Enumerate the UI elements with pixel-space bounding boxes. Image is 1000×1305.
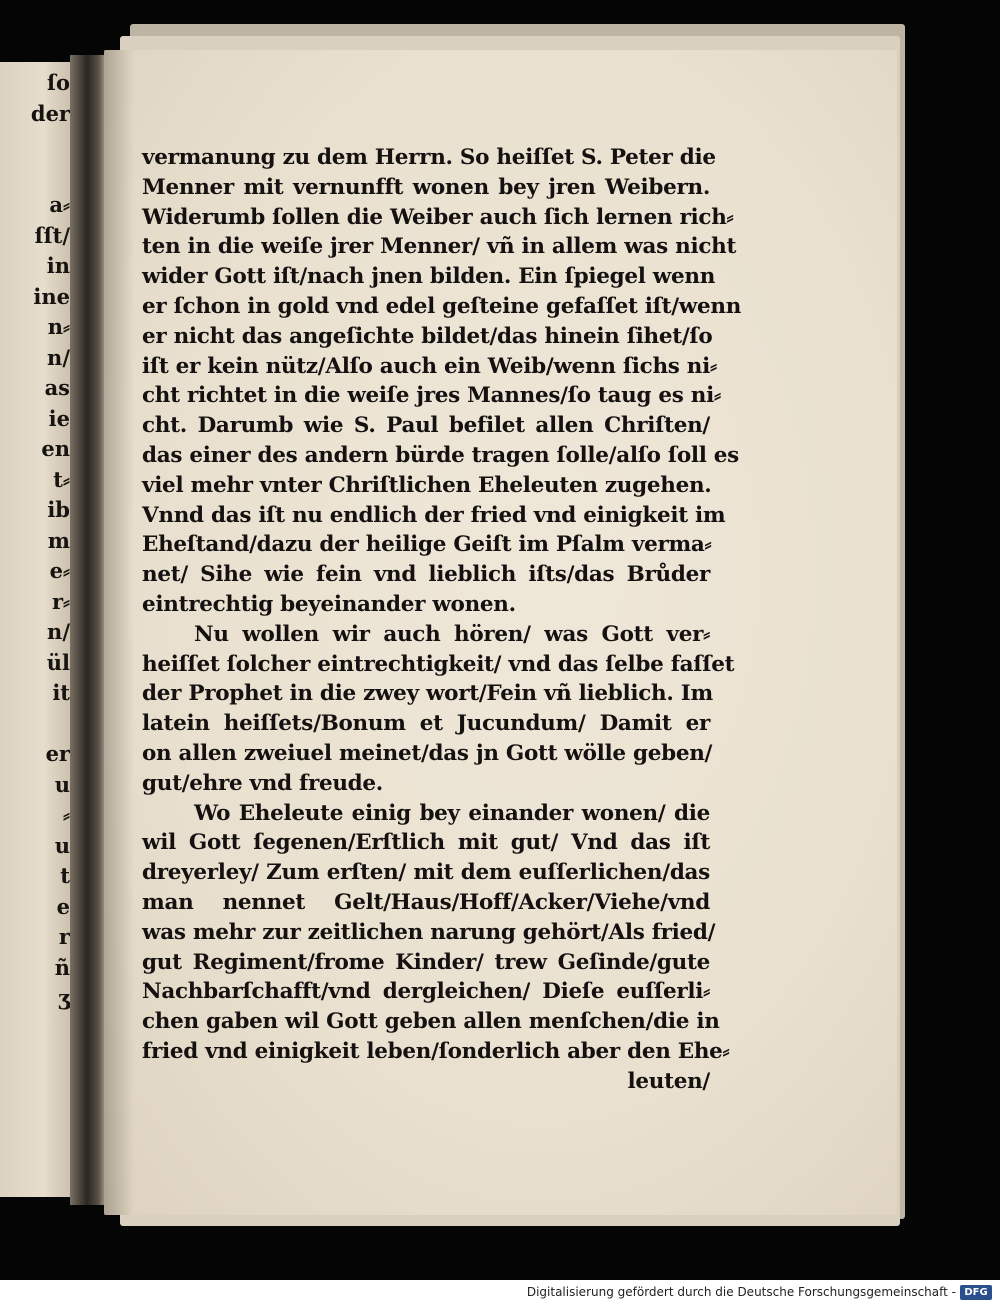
- book-gutter: [70, 55, 108, 1205]
- left-fragment-line: [4, 709, 70, 740]
- left-fragment-line: ſſt/: [34, 222, 70, 248]
- text-line: wil Gott ſegenen/Erſtlich mit gut/ Vnd das iſt: [142, 830, 710, 856]
- text-line: was mehr zur zeitlichen narung gehört/Als fried/: [142, 919, 716, 945]
- text-line: Vnnd das iſt nu endlich der fried vnd einigkeit im: [142, 502, 726, 528]
- text-line: das einer des andern bürde tragen ſolle/alſo ſoll es: [142, 442, 739, 468]
- left-fragment-line: ib: [47, 497, 70, 522]
- text-line: leuten/: [627, 1068, 710, 1094]
- left-fragment-line: u: [54, 832, 70, 858]
- left-fragment-line: n⸗: [47, 314, 70, 339]
- dfg-logo: DFG: [960, 1285, 992, 1300]
- text-line: heiſſet ſolcher eintrechtigkeit/ vnd das ſelbe faſſet: [142, 651, 735, 677]
- funding-credit: Digitalisierung gefördert durch die Deutsche Forschungsgemeinschaft -: [526, 1285, 956, 1299]
- text-line: Nachbarſchafft/vnd dergleichen/ Dieſe euſſerli⸗: [142, 979, 710, 1005]
- text-line: man nennet Gelt/Haus/Hoff/Acker/Viehe/vnd: [142, 889, 710, 915]
- left-fragment-line: [4, 160, 70, 191]
- left-fragment-line: t⸗: [53, 466, 70, 492]
- text-line: viel mehr vnter Chriſtlichen Eheleuten zugehen.: [142, 472, 712, 498]
- left-fragment-line: it: [52, 680, 70, 705]
- left-fragment-line: ⸗: [63, 802, 70, 827]
- text-line: latein heiſſets/Bonum et Jucundum/ Damit er: [142, 711, 710, 737]
- left-fragment-line: e⸗: [49, 558, 70, 583]
- left-fragment-line: a⸗: [49, 192, 70, 217]
- footer-bar: [0, 1280, 1000, 1305]
- text-line: Nu wollen wir auch hören/ was Gott ver⸗: [194, 621, 710, 647]
- left-fragment-line: ſo: [46, 70, 70, 95]
- left-fragment-line: ie: [48, 405, 70, 431]
- text-line: wider Gott iſt/nach jnen bilden. Ein ſpiegel wenn: [142, 264, 716, 290]
- left-fragment-line: in: [46, 253, 70, 278]
- left-fragment-line: e: [56, 893, 70, 919]
- text-line: ten in die weiſe jrer Menner/ vñ in allem was nicht: [142, 234, 737, 260]
- text-line: iſt er kein nütz/Alſo auch ein Weib/wenn ſichs ni⸗: [142, 353, 717, 379]
- left-fragment-line: er: [45, 741, 70, 766]
- left-fragment-line: der: [30, 100, 70, 126]
- left-fragment-line: ül: [46, 649, 70, 675]
- text-line: Eheſtand/dazu der heilige Geiſt im Pſalm verma⸗: [142, 532, 712, 558]
- left-fragment-line: r: [58, 924, 70, 949]
- text-line: cht. Darumb wie S. Paul befilet allen Chriſten/: [142, 413, 710, 439]
- left-fragment-line: ine: [33, 283, 70, 309]
- page-text-block: [142, 143, 742, 1097]
- left-fragment-line: [4, 129, 70, 160]
- text-line: gut Regiment/frome Kinder/ trew Geſinde/gute: [142, 949, 710, 975]
- left-fragment-line: n/: [47, 344, 70, 370]
- text-line: dreyerley/ Zum erſten/ mit dem euſſerlichen/das: [142, 860, 710, 886]
- text-line: fried vnd einigkeit leben/ſonderlich aber den Ehe⸗: [142, 1038, 730, 1064]
- text-line: eintrechtig beyeinander wonen.: [142, 591, 516, 617]
- text-line: Wo Eheleute einig bey einander wonen/ die: [194, 800, 710, 826]
- text-line: on allen zweiuel meinet/das jn Gott wölle geben/: [142, 740, 713, 766]
- text-line: er ſchon in gold vnd edel geſteine gefaſſet iſt/wenn: [142, 293, 742, 319]
- text-line: er nicht das angeſichte bildet/das hinein ſihet/ſo: [142, 323, 713, 349]
- text-line: cht richtet in die weiſe jres Mannes/ſo taug es ni⸗: [142, 383, 721, 409]
- left-fragment-line: m: [47, 527, 70, 553]
- text-line: chen gaben wil Gott geben allen menſchen/die in: [142, 1009, 720, 1035]
- left-fragment-line: u: [54, 771, 70, 797]
- text-line: gut/ehre vnd freude.: [142, 770, 383, 796]
- text-line: der Prophet in die zwey wort/Fein vñ lieblich. Im: [142, 681, 713, 707]
- left-fragment-line: en: [41, 436, 70, 461]
- page-shadow: [104, 50, 134, 1215]
- text-line: vermanung zu dem Herrn. So heiſſet S. Peter die: [142, 145, 716, 170]
- text-line: Menner mit vernunfft wonen bey jren Weibern.: [142, 174, 710, 200]
- left-fragment-line: t: [60, 863, 70, 888]
- left-fragment-line: ʒ: [58, 985, 70, 1010]
- text-line: Widerumb ſollen die Weiber auch ſich lernen rich⸗: [142, 204, 734, 230]
- left-fragment-line: ñ: [54, 954, 70, 980]
- left-page-text-fragments: [4, 68, 70, 1014]
- text-line: net/ Sihe wie fein vnd lieblich iſts/das Brůder: [142, 562, 710, 588]
- left-fragment-line: r⸗: [51, 588, 70, 614]
- left-fragment-line: as: [44, 375, 70, 400]
- left-fragment-line: n/: [47, 619, 70, 644]
